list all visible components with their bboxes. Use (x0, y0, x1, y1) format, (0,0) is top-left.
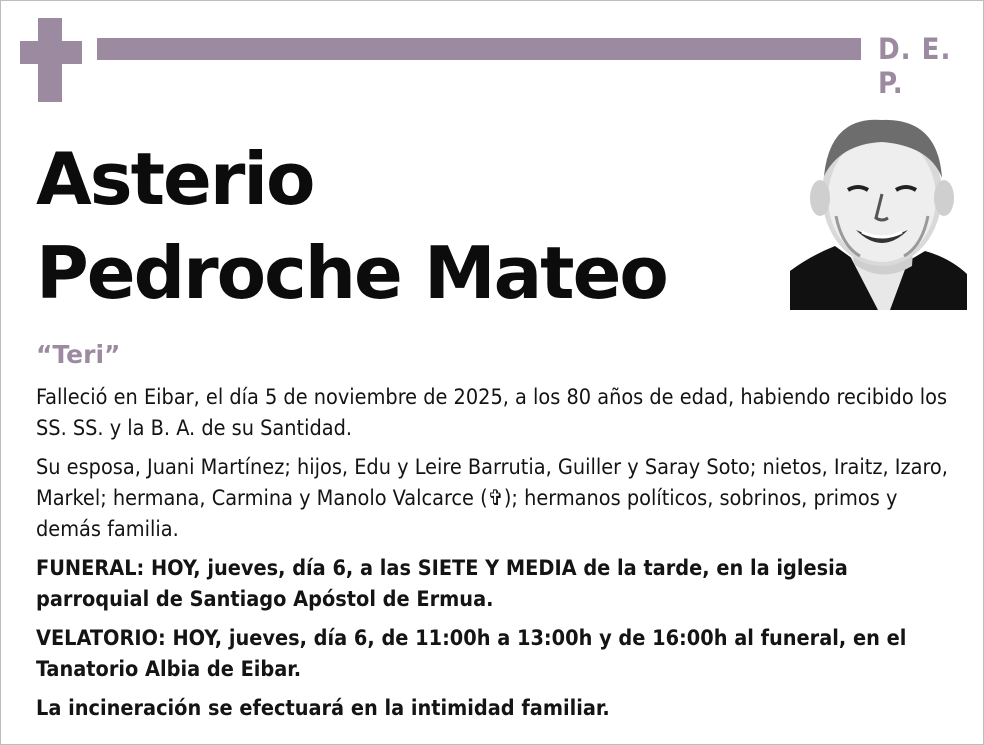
cross-icon (20, 18, 82, 102)
header-bar (97, 38, 861, 60)
portrait-photo (790, 106, 967, 310)
funeral-paragraph: FUNERAL: HOY, jueves, día 6, a las SIETE Y MEDIA de la tarde, en la iglesia parroquial de Santiago Apóstol de Ermua. (36, 556, 848, 612)
family-paragraph (36, 452, 966, 545)
small-cross-icon: ✞ (487, 486, 504, 511)
name-line-1: Asterio (36, 137, 314, 221)
dep-label: D. E. P. (878, 32, 952, 100)
family-text-after: ); hermanos políticos, sobrinos, primos y demás familia. (36, 486, 898, 542)
family-text-before: Su esposa, Juani Martínez; hijos, Edu y Leire Barrutia, Guiller y Saray Soto; nietos, Iraitz, Izaro, Markel; hermana, Carmina y Manolo Valcarce ( (36, 455, 948, 511)
name-line-2: Pedroche Mateo (36, 231, 667, 315)
death-paragraph: Falleció en Eibar, el día 5 de noviembre de 2025, a los 80 años de edad, habiendo recibido los SS. SS. y la B. A. de su Santidad. (36, 385, 948, 441)
incineration-paragraph: La incineración se efectuará en la intimidad familiar. (36, 696, 610, 721)
velatorio-paragraph: VELATORIO: HOY, jueves, día 6, de 11:00h a 13:00h y de 16:00h al funeral, en el Tanatorio Albia de Eibar. (36, 626, 907, 682)
deceased-name (36, 132, 667, 320)
nickname: “Teri” (36, 340, 121, 369)
obituary-body (36, 382, 966, 732)
